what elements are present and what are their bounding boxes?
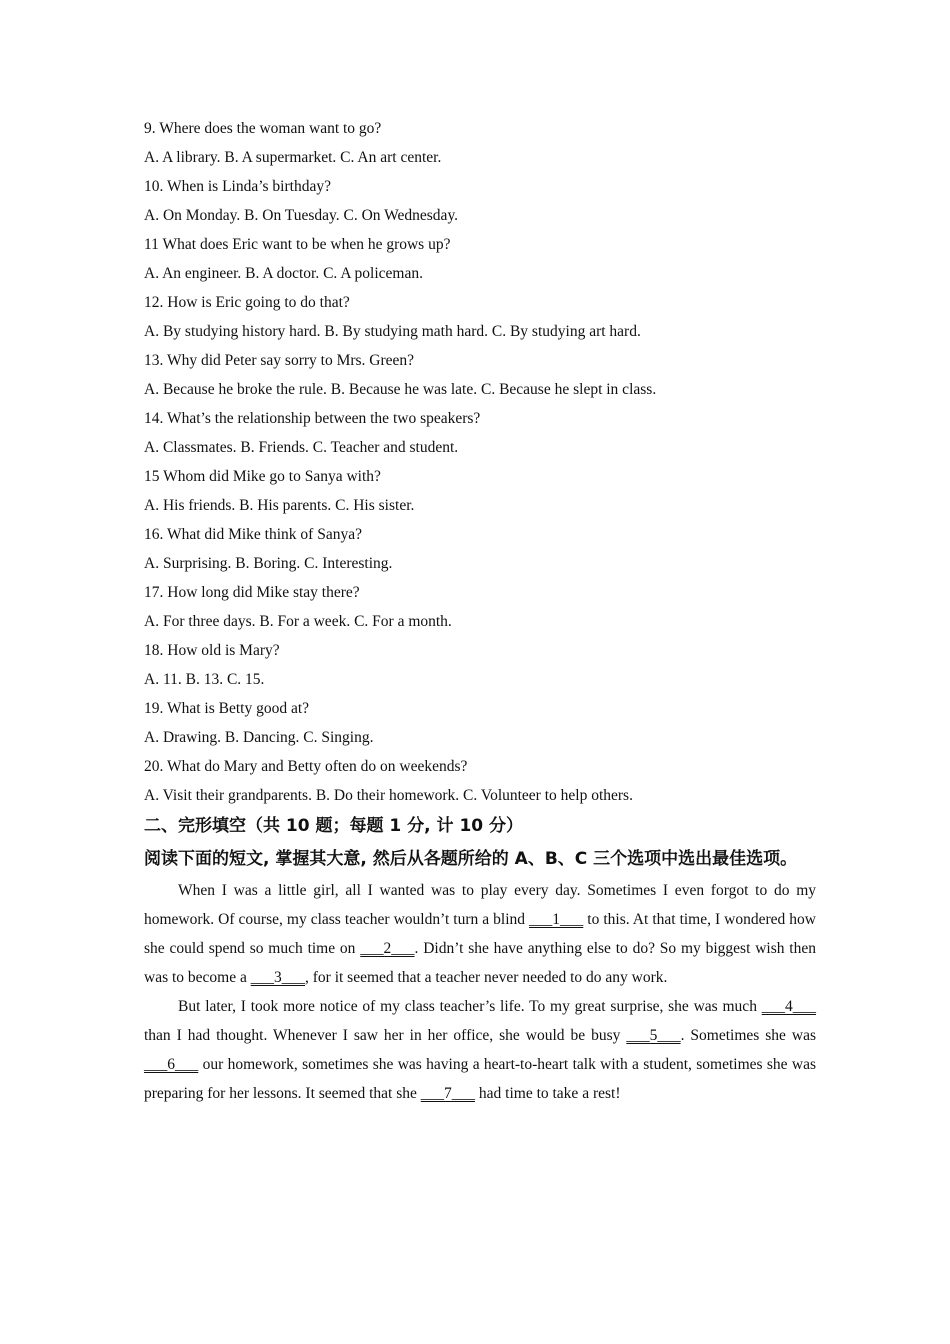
passage-text: When I was a little girl, all I wanted was to play every day. Sometimes I even forgot to do my homework. Of course, my class teacher wouldn’t turn a blind [144, 882, 816, 928]
answer-options: A. An engineer. B. A doctor. C. A policeman. [144, 265, 423, 282]
blank-5: ___5___ [626, 1027, 681, 1044]
question-text: 15 Whom did Mike go to Sanya with? [144, 468, 381, 485]
passage-paragraph-1 [144, 876, 816, 992]
section-title: 二、完形填空（共 10 题；每题 1 分, 计 10 分） [144, 816, 524, 836]
passage-text: had time to take a rest! [475, 1085, 621, 1102]
question-13 [144, 346, 816, 404]
blank-2: ___2___ [360, 940, 415, 957]
answer-options: A. Drawing. B. Dancing. C. Singing. [144, 729, 374, 746]
cloze-passage [144, 876, 816, 1108]
passage-text: to this. At that time, I wondered how she could spend so much time on [144, 911, 817, 957]
answer-options: A. Classmates. B. Friends. C. Teacher and student. [144, 439, 459, 456]
question-16 [144, 520, 816, 578]
answer-options: A. For three days. B. For a week. C. For a month. [144, 613, 452, 630]
question-20 [144, 752, 816, 810]
question-text: 17. How long did Mike stay there? [144, 584, 360, 601]
question-text: 19. What is Betty good at? [144, 700, 310, 717]
question-18 [144, 636, 816, 694]
passage-paragraph-2 [144, 992, 816, 1108]
question-9 [144, 114, 816, 172]
question-text: 9. Where does the woman want to go? [144, 120, 382, 137]
passage-text: , for it seemed that a teacher never needed to do any work. [305, 969, 668, 986]
blank-6: ___6___ [144, 1056, 199, 1073]
question-10 [144, 172, 816, 230]
passage-text: . Didn’t she have anything else to do? So my biggest wish then was to become a [144, 940, 816, 986]
question-text: 11 What does Eric want to be when he grows up? [144, 236, 451, 253]
question-text: 14. What’s the relationship between the two speakers? [144, 410, 481, 427]
question-text: 12. How is Eric going to do that? [144, 294, 350, 311]
passage-text: . Sometimes she was [680, 1027, 817, 1044]
question-text: 20. What do Mary and Betty often do on weekends? [144, 758, 468, 775]
answer-options: A. Visit their grandparents. B. Do their homework. C. Volunteer to help others. [144, 787, 633, 804]
answer-options: A. Surprising. B. Boring. C. Interesting. [144, 555, 393, 572]
question-14 [144, 404, 816, 462]
question-text: 13. Why did Peter say sorry to Mrs. Green? [144, 352, 415, 369]
passage-text: But later, I took more notice of my class teacher’s life. To my great surprise, she was much [178, 998, 762, 1015]
passage-text: our homework, sometimes she was having a heart-to-heart talk with a student, sometimes she was preparing for her lessons. It seemed that she [144, 1056, 816, 1102]
answer-options: A. His friends. B. His parents. C. His sister. [144, 497, 415, 514]
blank-7: ___7___ [420, 1085, 476, 1102]
question-15 [144, 462, 816, 520]
question-11 [144, 230, 816, 288]
question-text: 16. What did Mike think of Sanya? [144, 526, 362, 543]
answer-options: A. Because he broke the rule. B. Because he was late. C. Because he slept in class. [144, 381, 657, 398]
question-17 [144, 578, 816, 636]
question-19 [144, 694, 816, 752]
question-text: 18. How old is Mary? [144, 642, 280, 659]
blank-3: ___3___ [250, 969, 305, 986]
blank-4: ___4___ [761, 998, 816, 1015]
answer-options: A. 11. B. 13. C. 15. [144, 671, 265, 688]
exam-page [144, 114, 816, 1108]
question-text: 10. When is Linda’s birthday? [144, 178, 331, 195]
passage-text: than I had thought. Whenever I saw her in her office, she would be busy [144, 1027, 627, 1044]
blank-1: ___1___ [529, 911, 584, 928]
section-instruction: 阅读下面的短文, 掌握其大意, 然后从各题所给的 A、B、C 三个选项中选出最佳选项。 [144, 849, 798, 869]
answer-options: A. By studying history hard. B. By studying math hard. C. By studying art hard. [144, 323, 641, 340]
question-12 [144, 288, 816, 346]
answer-options: A. On Monday. B. On Tuesday. C. On Wednesday. [144, 207, 459, 224]
answer-options: A. A library. B. A supermarket. C. An art center. [144, 149, 442, 166]
